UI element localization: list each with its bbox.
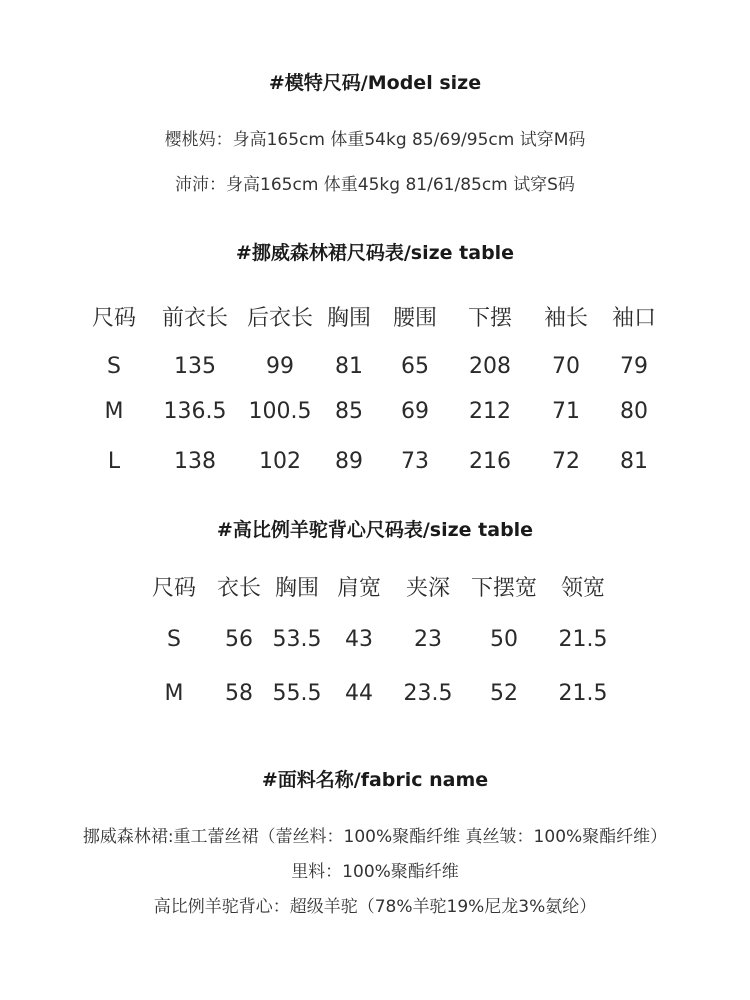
table-header-cell: 袖口 [611,306,657,331]
table-cell: 138 [174,449,216,474]
table-cell: S [167,627,181,652]
table-cell: 69 [401,399,429,424]
fabric-line-2: 里料：100%聚酯纤维 [291,862,459,882]
table-header-cell: 尺码 [91,306,137,331]
table-header-cell: 夹深 [405,576,451,601]
table-cell: 44 [345,681,373,706]
table-cell: 53.5 [272,627,322,652]
table-header-cell: 后衣长 [246,306,314,331]
fabric-line-1: 挪威森林裙:重工蕾丝裙（蕾丝料：100%聚酯纤维 真丝皱：100%聚酯纤维） [82,827,668,847]
table-cell: 99 [266,354,294,379]
table-header-cell: 下摆 [467,306,513,331]
table-cell: 55.5 [272,681,322,706]
table-cell: 52 [490,681,518,706]
table-cell: 80 [620,399,648,424]
table-header-cell: 肩宽 [336,576,382,601]
table-header-cell: 腰围 [392,306,438,331]
table-cell: 85 [335,399,363,424]
model-size-heading: #模特尺码/Model size [268,72,482,94]
table-cell: 81 [620,449,648,474]
table2-heading: #高比例羊驼背心尺码表/size table [216,519,534,541]
table-cell: S [107,354,121,379]
table-cell: 100.5 [248,399,312,424]
table-cell: 56 [225,627,253,652]
table-cell: 58 [225,681,253,706]
table-cell: 21.5 [558,627,608,652]
table1-heading: #挪威森林裙尺码表/size table [235,242,515,264]
table-cell: 136.5 [163,399,227,424]
model-line-1: 樱桃妈：身高165cm 体重54kg 85/69/95cm 试穿M码 [164,130,586,150]
table-header-cell: 尺码 [151,576,197,601]
table-cell: 71 [552,399,580,424]
table-header-cell: 胸围 [274,576,320,601]
table-cell: 135 [174,354,216,379]
table-cell: 23 [414,627,442,652]
table-cell: 50 [490,627,518,652]
table-cell: 73 [401,449,429,474]
table-header-cell: 袖长 [543,306,589,331]
table-cell: 72 [552,449,580,474]
table-cell: M [164,681,184,706]
table-cell: 102 [259,449,301,474]
table-cell: 216 [469,449,511,474]
table-header-cell: 下摆宽 [470,576,538,601]
table-header-cell: 前衣长 [161,306,229,331]
table-cell: 81 [335,354,363,379]
table-cell: 21.5 [558,681,608,706]
table-cell: 208 [469,354,511,379]
table-cell: 43 [345,627,373,652]
table-cell: 79 [620,354,648,379]
fabric-line-3: 高比例羊驼背心：超级羊驼（78%羊驼19%尼龙3%氨纶） [153,897,597,917]
table-header-cell: 衣长 [216,576,262,601]
table-cell: 23.5 [403,681,453,706]
table-cell: 65 [401,354,429,379]
table-cell: 70 [552,354,580,379]
table-cell: 212 [469,399,511,424]
table-cell: L [107,449,121,474]
fabric-heading: #面料名称/fabric name [261,769,489,791]
table-header-cell: 胸围 [326,306,372,331]
model-line-2: 沛沛：身高165cm 体重45kg 81/61/85cm 试穿S码 [175,175,575,195]
table-header-cell: 领宽 [560,576,606,601]
table-cell: M [104,399,124,424]
table-cell: 89 [335,449,363,474]
